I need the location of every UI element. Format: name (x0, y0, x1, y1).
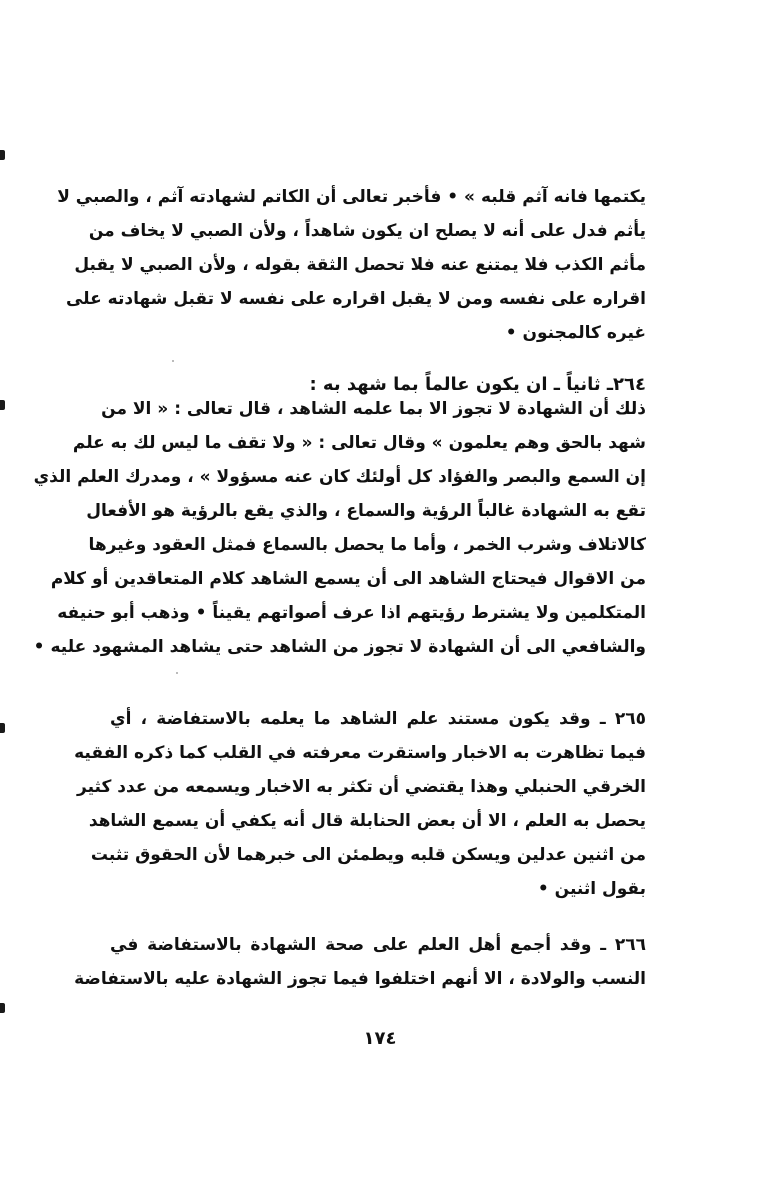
text-line: بقول اثنين • (537, 879, 646, 899)
text-line: يكتمها فانه آثم قلبه » • فأخبر تعالى أن الكاتم لشهادته آثم ، والصبي لا (57, 187, 646, 207)
scan-speck (172, 360, 174, 362)
text-line: ذلك أن الشهادة لا تجوز الا بما علمه الشاهد ، قال تعالى : « الا من (101, 399, 646, 419)
page-number: ١٧٤ (363, 1028, 397, 1049)
text-line: الخرقي الحنبلي وهذا يقتضي أن تكثر به الاخبار ويسمعه من عدد كثير (77, 777, 646, 797)
text-line: فيما تظاهرت به الاخبار واستقرت معرفته في القلب كما ذكره الفقيه (74, 743, 646, 763)
scan-speck (176, 672, 178, 674)
text-line: يأثم فدل على أنه لا يصلح ان يكون شاهداً ، ولأن الصبي لا يخاف من (88, 221, 646, 241)
text-line: النسب والولادة ، الا أنهم اختلفوا فيما تجوز الشهادة عليه بالاستفاضة (74, 969, 646, 989)
paragraph-1 (57, 180, 646, 350)
text-line: مأثم الكذب فلا يمتنع عنه فلا تحصل الثقة بقوله ، ولأن الصبي لا يقبل (74, 255, 646, 275)
scan-binding-mark (0, 150, 5, 160)
scan-binding-mark (0, 723, 5, 733)
text-line: من اثنين عدلين ويسكن قلبه ويطمئن الى خبرهما لأن الحقوق تثبت (90, 845, 646, 865)
text-line: تقع به الشهادة غالباً الرؤية والسماع ، والذي يقع بالرؤية هو الأفعال (86, 501, 646, 521)
paragraph-2 (33, 392, 646, 664)
text-line: كالاتلاف وشرب الخمر ، وأما ما يحصل بالسماع فمثل العقود وغيرها (88, 535, 646, 555)
scan-binding-mark (0, 400, 5, 410)
text-line: غيره كالمجنون • (505, 323, 646, 343)
section-heading-264: ٢٦٤ـ ثانياً ـ ان يكون عالماً بما شهد به : (309, 374, 646, 395)
text-line: اقراره على نفسه ومن لا يقبل اقراره على نفسه لا تقبل شهادته على (65, 289, 646, 309)
paragraph-4-section-266 (74, 928, 646, 996)
text-line: ٢٦٥ ـ وقد يكون مستند علم الشاهد ما يعلمه بالاستفاضة ، أي (110, 709, 646, 729)
text-line: والشافعي الى أن الشهادة لا تجوز من الشاهد حتى يشاهد المشهود عليه • (33, 637, 646, 657)
text-line: شهد بالحق وهم يعلمون » وقال تعالى : « ولا تقف ما ليس لك به علم (72, 433, 646, 453)
text-line: يحصل به العلم ، الا أن بعض الحنابلة قال أنه يكفي أن يسمع الشاهد (88, 811, 646, 831)
text-line: من الاقوال فيحتاج الشاهد الى أن يسمع الشاهد كلام المتعاقدين أو كلام (50, 569, 646, 589)
paragraph-3-section-265 (74, 702, 646, 906)
scan-binding-mark (0, 1003, 5, 1013)
text-line: ٢٦٦ ـ وقد أجمع أهل العلم على صحة الشهادة بالاستفاضة في (110, 935, 646, 955)
text-line: المتكلمين ولا يشترط رؤيتهم اذا عرف أصواتهم يقيناً • وذهب أبو حنيفه (57, 603, 646, 623)
text-line: إن السمع والبصر والفؤاد كل أولئك كان عنه مسؤولا » ، ومدرك العلم الذي (33, 467, 646, 487)
